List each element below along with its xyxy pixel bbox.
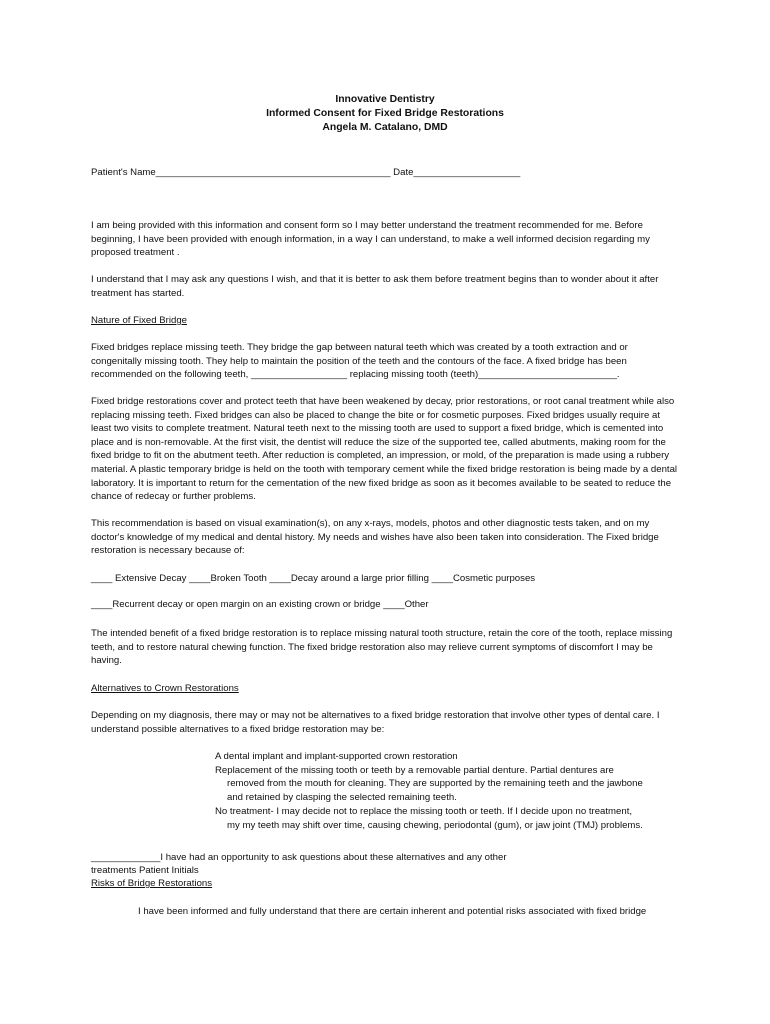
alternatives-intro: Depending on my diagnosis, there may or may not be alternatives to a fixed bridge restoration that involve other types of dental care. I understand possible alternatives to a fixed bridge restoration may be:	[91, 710, 660, 735]
initials-statement	[91, 851, 681, 865]
nature-paragraph-2: Fixed bridge restorations cover and protect teeth that have been weakened by decay, prior restorations, or root canal treatment while also replacing missing teeth. Fixed bridges can also be placed to change the bite or for cosmetic purposes. Fixed bridges usually require at least two visits to complete treatment. Natural teeth next to the missing tooth are used to support a fixed bridge, which is cemented into place and is non-removable. At the first visit, the dentist will reduce the size of the supported tee, called abutments, making room for the fixed bridge to fit on the abutment teeth. After reduction is completed, an impression, or mold, of the preparation is made using a rubbery material. A plastic temporary bridge is held on the tooth with temporary cement while the fixed bridge restoration is being made by a dental laboratory. It is important to return for the cementation of the new fixed bridge as soon as it becomes available to be seated to reduce the chance of redecay or further problems.	[91, 396, 678, 503]
nature-paragraph-3: This recommendation is based on visual examination(s), on any x-rays, models, photos and other diagnostic tests taken, and on my doctor's knowledge of my medical and dental history. My needs and wishes have also been taken into consideration. The Fixed bridge restoration is necessary because of:	[91, 518, 659, 557]
alternative-partial-denture-cont: removed from the mouth for cleaning. They are supported by the remaining teeth and the jawbone	[227, 778, 643, 790]
intro-paragraph-1: I am being provided with this information and consent form so I may better understand the treatment recommended for me. Before beginning, I have been provided with enough information, in a way I can understand, to make a well informed decision regarding my proposed treatment .	[91, 220, 650, 259]
initials-text: I have had an opportunity to ask questions about these alternatives and any other	[160, 852, 507, 863]
intro-paragraph-2: I understand that I may ask any questions I wish, and that it is better to ask them before treatment begins than to wonder about it after treatment has started.	[91, 274, 659, 299]
risks-paragraph: I have been informed and fully understand that there are certain inherent and potential risks associated with fixed bridge	[138, 906, 647, 917]
alternative-no-treatment: No treatment- I may decide not to replace the missing tooth or teeth. If I decide upon no treatment,	[215, 805, 633, 817]
doctor-name: Angela M. Catalano, DMD	[322, 122, 448, 133]
risks-heading: Risks of Bridge Restorations	[91, 878, 213, 889]
benefit-paragraph: The intended benefit of a fixed bridge restoration is to replace missing natural tooth structure, retain the core of the tooth, replace missing teeth, and to restore natural chewing function. The fixed bridge restoration also may relieve current symptoms of discomfort I may be having.	[91, 628, 673, 667]
nature-paragraph-1: Fixed bridges replace missing teeth. They bridge the gap between natural teeth which was created by a tooth extraction and or congenitally missing tooth. They help to maintain the position of the teeth and the contours of the face. A fixed bridge has been recommended on the following teeth, __________________ replacing missing tooth (teeth)__________________________.	[91, 342, 628, 381]
nature-heading: Nature of Fixed Bridge	[91, 315, 187, 326]
alternatives-list	[215, 750, 685, 832]
initials-line-2: treatments Patient Initials	[91, 865, 199, 876]
patient-name-date-line: Patient's Name____________________________________________ Date____________________	[91, 167, 521, 178]
alternative-implant: A dental implant and implant-supported crown restoration	[215, 751, 458, 762]
alternative-partial-denture: Replacement of the missing tooth or teeth by a removable partial denture. Partial dentures are	[215, 764, 614, 776]
reasons-line-2: ____Recurrent decay or open margin on an existing crown or bridge ____Other	[91, 599, 429, 610]
alternative-no-treatment-cont: my my teeth may shift over time, causing chewing, periodontal (gum), or jaw joint (TMJ) problems.	[227, 819, 643, 831]
practice-name: Innovative Dentistry	[335, 94, 435, 105]
form-title: Informed Consent for Fixed Bridge Restorations	[266, 108, 504, 119]
alternatives-heading: Alternatives to Crown Restorations	[91, 683, 239, 694]
reasons-line-1: ____ Extensive Decay ____Broken Tooth ____Decay around a large prior filling ____Cosmetic purposes	[91, 573, 536, 584]
initials-blank: _____________	[91, 852, 161, 863]
alternative-partial-denture-cont: and retained by clasping the selected remaining teeth.	[227, 792, 457, 804]
